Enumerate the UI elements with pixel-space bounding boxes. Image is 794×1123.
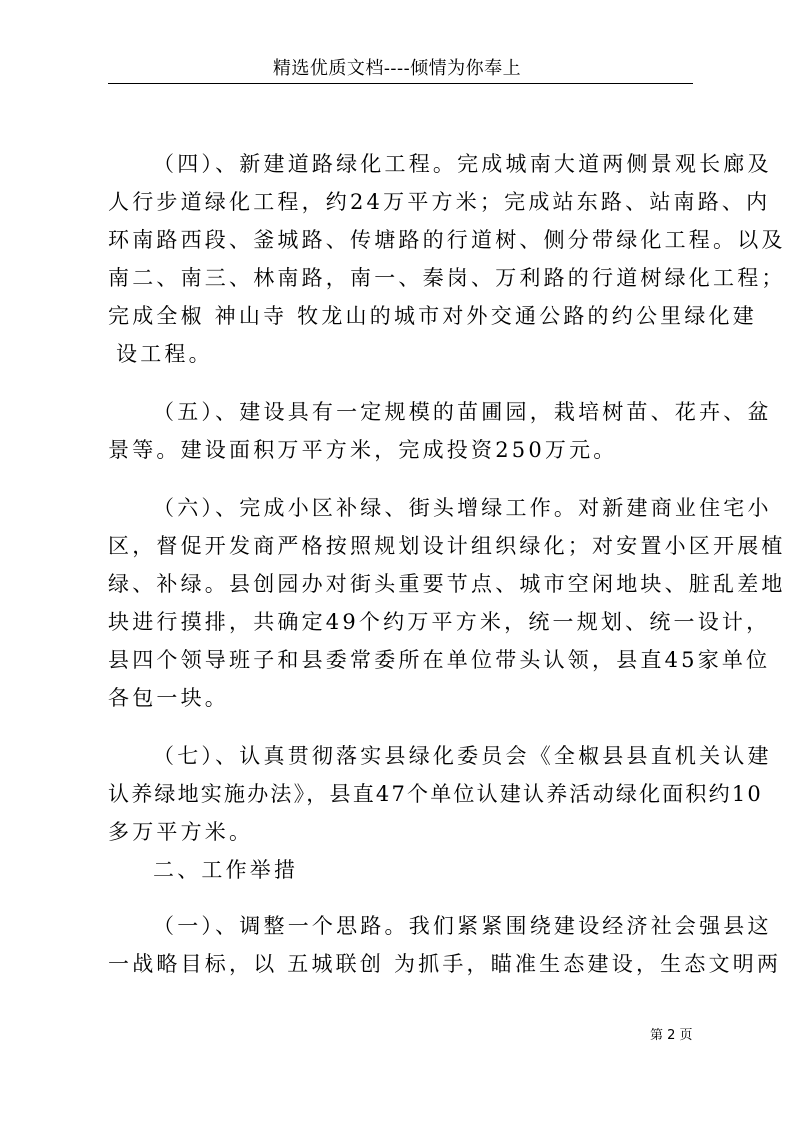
body-line: 多万平方米。	[108, 820, 254, 844]
body-line: （七）、认真贯彻落实县绿化委员会《全椒县县直机关认建	[153, 744, 772, 768]
body-line: 完成全椒 神山寺 牧龙山的城市对外交通公路的约公里绿化建	[108, 304, 757, 328]
body-line: 县四个领导班子和县委常委所在单位带头认领，县直45家单位	[108, 648, 771, 672]
body-line: 环南路西段、釜城路、传塘路的行道树、侧分带绿化工程。以及	[108, 228, 786, 252]
body-line: 景等。建设面积万平方米，完成投资250万元。	[108, 438, 618, 462]
body-line: 设工程。	[116, 342, 213, 366]
body-line: 人行步道绿化工程，约24万平方米；完成站东路、站南路、内	[108, 190, 771, 214]
section-heading: 二、工作举措	[153, 858, 299, 882]
body-line: 块进行摸排，共确定49个约万平方米，统一规划、统一设计，	[108, 610, 771, 634]
body-line: 一战略目标，以 五城联创 为抓手，瞄准生态建设，生态文明两	[108, 952, 782, 976]
body-line: 绿、补绿。县创园办对街头重要节点、城市空闲地块、脏乱差地	[108, 572, 786, 596]
body-line: 南二、南三、林南路，南一、秦岗、万利路的行道树绿化工程；	[108, 266, 786, 290]
page-number: 第 2 页	[650, 1028, 693, 1043]
body-line: （一）、调整一个思路。我们紧紧围绕建设经济社会强县这	[153, 914, 772, 938]
page-header-title: 精选优质文档----倾情为你奉上	[272, 58, 522, 79]
body-line: （五）、建设具有一定规模的苗圃园，栽培树苗、花卉、盆	[153, 400, 772, 424]
body-line: 区，督促开发商严格按照规划设计组织绿化；对安置小区开展植	[108, 534, 786, 558]
body-line: 各包一块。	[108, 686, 229, 710]
body-line: （六）、完成小区补绿、街头增绿工作。对新建商业住宅小	[153, 496, 772, 520]
body-line: （四）、新建道路绿化工程。完成城南大道两侧景观长廊及	[153, 152, 772, 176]
body-line: 认养绿地实施办法》，县直47个单位认建认养活动绿化面积约10	[108, 782, 763, 806]
